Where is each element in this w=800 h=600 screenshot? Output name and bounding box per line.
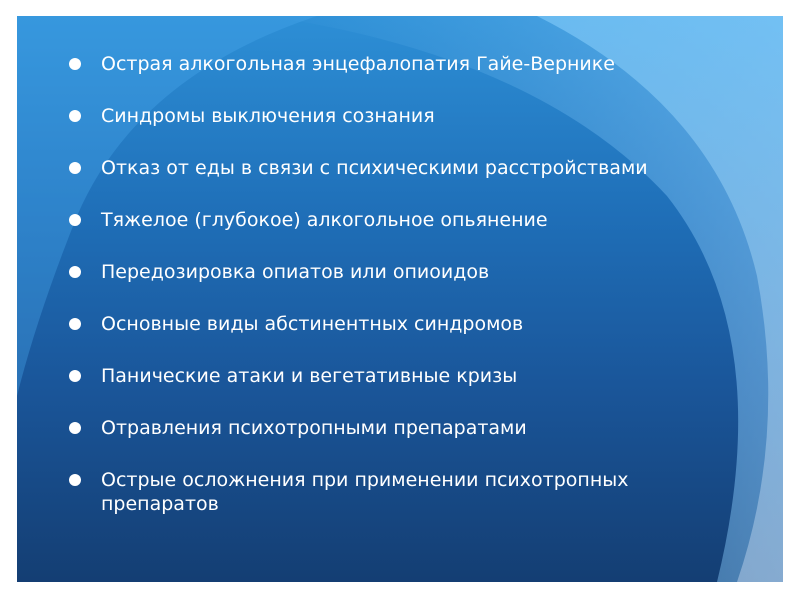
bullet-icon (69, 370, 81, 382)
list-item-label: Отравления психотропными препаратами (101, 417, 527, 439)
bullet-icon (69, 214, 81, 226)
list-item-label: Передозировка опиатов или опиоидов (101, 261, 490, 283)
bullet-icon (69, 266, 81, 278)
list-item (69, 416, 739, 440)
list-item-label: Панические атаки и вегетативные кризы (101, 365, 518, 387)
list-item (69, 52, 739, 76)
list-item (69, 260, 739, 284)
list-item (69, 104, 739, 128)
list-item-label: Острые осложнения при применении психотропных препаратов (101, 469, 629, 515)
list-item (69, 208, 739, 232)
bullet-icon (69, 422, 81, 434)
list-item (69, 364, 739, 388)
list-item (69, 156, 739, 180)
bullet-icon (69, 110, 81, 122)
slide (17, 16, 783, 582)
list-item-label: Основные виды абстинентных синдромов (101, 313, 524, 335)
bullet-icon (69, 58, 81, 70)
bullet-list (69, 52, 739, 544)
bullet-icon (69, 474, 81, 486)
list-item (69, 468, 739, 516)
list-item-label: Острая алкогольная энцефалопатия Гайе-Вернике (101, 53, 615, 75)
list-item-label: Отказ от еды в связи с психическими расстройствами (101, 157, 648, 179)
list-item (69, 312, 739, 336)
list-item-label: Тяжелое (глубокое) алкогольное опьянение (101, 209, 548, 231)
bullet-icon (69, 162, 81, 174)
list-item-label: Синдромы выключения сознания (101, 105, 435, 127)
bullet-icon (69, 318, 81, 330)
